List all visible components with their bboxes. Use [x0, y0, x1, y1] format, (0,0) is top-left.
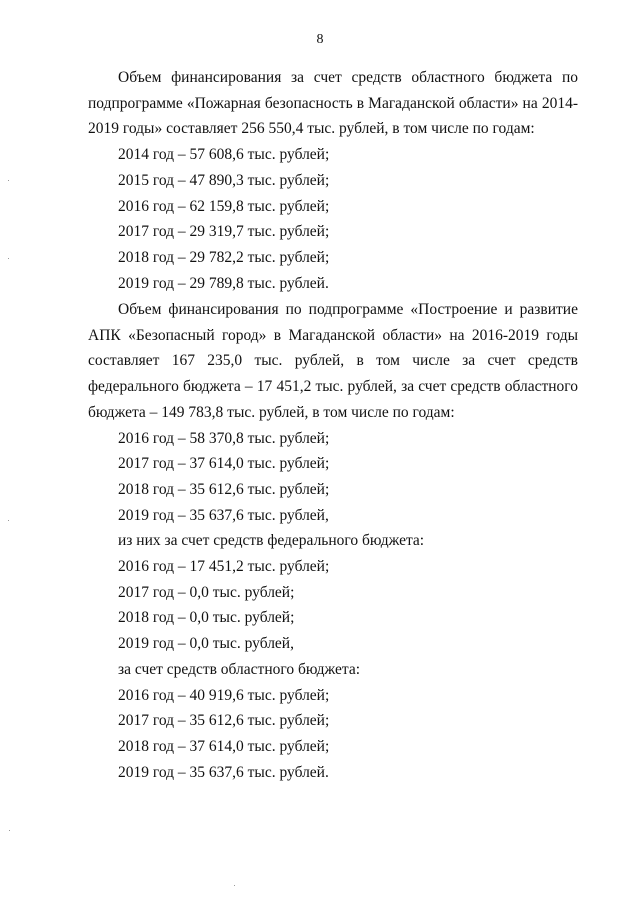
safe-city-funding-paragraph: Объем финансирования по подпрограмме «Построение и развитие АПК «Безопасный город» в Магаданской области» на 2016-2019 годы составляет 167 235,0 тыс. рублей, в том числе за счет средств федерального бюджета – 17 451,2 тыс. рублей, за счет средств областного бюджета – 149 783,8 тыс. рублей, в том числе по годам: — [88, 301, 578, 421]
year-line: 2016 год – 58 370,8 тыс. рублей; — [118, 429, 330, 447]
year-line: 2017 год – 29 319,7 тыс. рублей; — [118, 223, 330, 241]
scan-speck — [9, 830, 10, 831]
year-line: 2017 год – 0,0 тыс. рублей; — [118, 583, 295, 601]
fire-safety-funding-section — [88, 65, 578, 296]
year-line: 2016 год – 40 919,6 тыс. рублей; — [118, 686, 330, 704]
year-line: 2018 год – 0,0 тыс. рублей; — [118, 609, 295, 627]
year-line: 2019 год – 29 789,8 тыс. рублей. — [118, 274, 329, 292]
scan-speck — [8, 520, 9, 521]
federal-budget-heading: из них за счет средств федерального бюджета: — [118, 532, 425, 550]
year-line: 2018 год – 37 614,0 тыс. рублей; — [118, 737, 330, 755]
year-line: 2014 год – 57 608,6 тыс. рублей; — [118, 146, 330, 164]
year-line: 2018 год – 35 612,6 тыс. рублей; — [118, 480, 330, 498]
scan-speck — [8, 180, 9, 181]
year-line: 2019 год – 35 637,6 тыс. рублей. — [118, 763, 329, 781]
year-line: 2016 год – 62 159,8 тыс. рублей; — [118, 197, 330, 215]
year-line: 2015 год – 47 890,3 тыс. рублей; — [118, 171, 330, 189]
scan-speck — [8, 258, 9, 259]
year-line: 2019 год – 35 637,6 тыс. рублей, — [118, 506, 329, 524]
page-number: 8 — [316, 32, 324, 47]
safe-city-funding-section — [88, 297, 578, 785]
year-line: 2019 год – 0,0 тыс. рублей, — [118, 635, 294, 653]
year-line: 2016 год – 17 451,2 тыс. рублей; — [118, 558, 330, 576]
regional-budget-heading: за счет средств областного бюджета: — [118, 660, 361, 678]
year-line: 2018 год – 29 782,2 тыс. рублей; — [118, 248, 330, 266]
fire-safety-funding-paragraph: Объем финансирования за счет средств областного бюджета по подпрограмме «Пожарная безопасность в Магаданской области» на 2014-2019 годы» составляет 256 550,4 тыс. рублей, в том числе по годам: — [88, 69, 578, 138]
year-line: 2017 год – 35 612,6 тыс. рублей; — [118, 712, 330, 730]
year-line: 2017 год – 37 614,0 тыс. рублей; — [118, 455, 330, 473]
scan-speck — [234, 885, 235, 886]
